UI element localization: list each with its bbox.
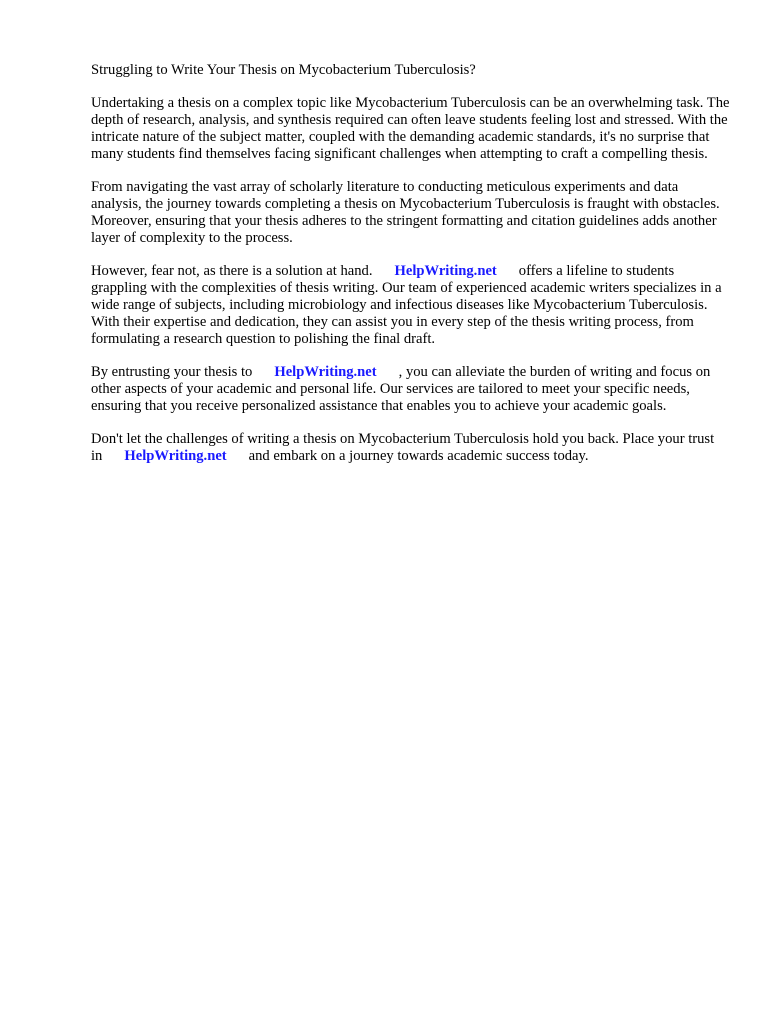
paragraph-solution-text-after: offers a lifeline to students grappling with the complexities of thesis writing. Our team of experienced academic writers specializes in a wide range of subjects, including microbiology and infectious diseases like Mycobacterium Tuberculosis. With their expertise and dedication, they can assist you in every step of the thesis writing process, from formulating a research question to polishing the final draft. [91, 263, 722, 347]
paragraph-solution-text-before: However, fear not, as there is a solution at hand. [91, 263, 373, 279]
paragraph-entrust-text-before: By entrusting your thesis to [91, 364, 253, 380]
paragraph-entrust-text-after: , you can alleviate the burden of writing and focus on other aspects of your academic and personal life. Our services are tailored to meet your specific needs, ensuring that you receive personalized assistance that enables you to achieve your academic goals. [91, 364, 711, 414]
paragraph-challenges: From navigating the vast array of scholarly literature to conducting meticulous experiments and data analysis, the journey towards completing a thesis on Mycobacterium Tuberculosis is fraught with obstacles. Moreover, ensuring that your thesis adheres to the stringent formatting and citation guidelines adds another layer of complexity to the process. [91, 179, 720, 246]
paragraph-closing-text-after: and embark on a journey towards academic success today. [248, 448, 589, 464]
document-title: Struggling to Write Your Thesis on Mycobacterium Tuberculosis? [91, 62, 476, 78]
helpwriting-link[interactable]: HelpWriting.net [274, 364, 377, 380]
paragraph-entrust [91, 364, 731, 415]
paragraph-closing-text-before: Don't let the challenges of writing a thesis on Mycobacterium Tuberculosis hold you back. Place your trust in [91, 431, 715, 464]
paragraph-intro: Undertaking a thesis on a complex topic like Mycobacterium Tuberculosis can be an overwhelming task. The depth of research, analysis, and synthesis required can often leave students feeling lost and stressed. With the intricate nature of the subject matter, coupled with the demanding academic standards, it's no surprise that many students find themselves facing significant challenges when attempting to craft a compelling thesis. [91, 95, 730, 162]
helpwriting-link[interactable]: HelpWriting.net [394, 263, 497, 279]
paragraph-solution [91, 263, 731, 348]
paragraph-closing [91, 431, 731, 465]
document-page [91, 62, 731, 481]
helpwriting-link[interactable]: HelpWriting.net [124, 448, 227, 464]
